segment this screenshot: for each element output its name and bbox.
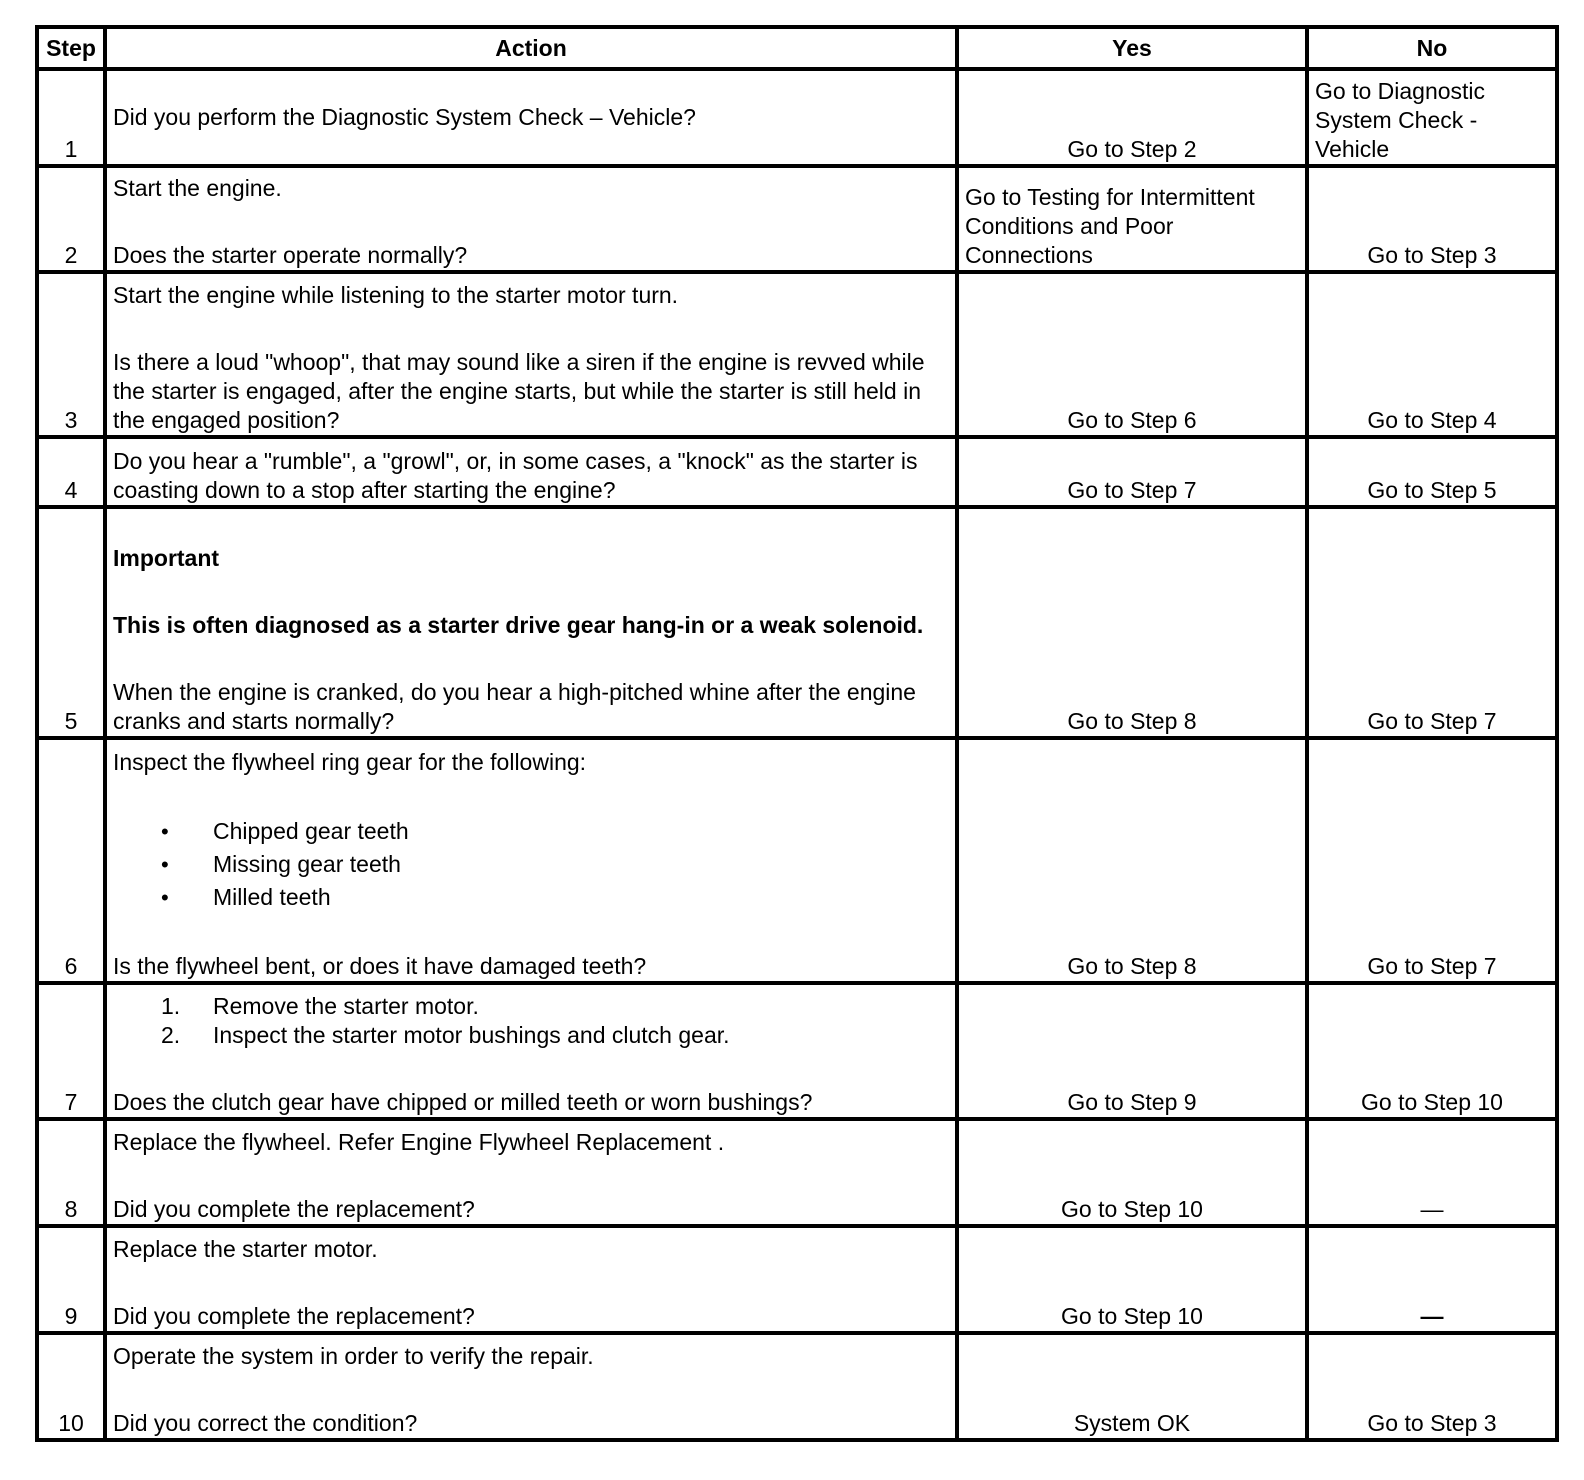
action-question: Did you correct the condition? <box>113 1410 418 1436</box>
list-text: Inspect the starter motor bushings and clutch gear. <box>213 1022 730 1048</box>
action-text: Did you perform the Diagnostic System Check – Vehicle? <box>113 104 696 130</box>
header-row <box>37 27 1557 69</box>
header-yes: Yes <box>957 27 1307 69</box>
yes-cell: Go to Step 2 <box>957 69 1307 166</box>
action-question: Does the clutch gear have chipped or milled teeth or worn bushings? <box>113 1089 813 1115</box>
list-item: • Milled teeth <box>113 881 949 914</box>
table-row <box>37 166 1557 272</box>
table-row <box>37 437 1557 507</box>
step-number: 8 <box>37 1119 105 1226</box>
table-row <box>37 507 1557 738</box>
no-cell: Go to Step 5 <box>1307 437 1557 507</box>
important-note: This is often diagnosed as a starter drive gear hang-in or a weak solenoid. <box>113 612 924 638</box>
no-cell: Go to Step 4 <box>1307 272 1557 437</box>
header-action: Action <box>105 27 957 69</box>
step-number: 7 <box>37 983 105 1119</box>
list-item <box>113 992 949 1021</box>
step-number: 3 <box>37 272 105 437</box>
no-cell: Go to Step 7 <box>1307 507 1557 738</box>
yes-cell: Go to Step 7 <box>957 437 1307 507</box>
no-cell: Go to Step 3 <box>1307 1333 1557 1440</box>
table-row <box>37 272 1557 437</box>
action-cell <box>105 69 957 166</box>
action-cell <box>105 507 957 738</box>
table-row <box>37 1119 1557 1226</box>
action-cell <box>105 1333 957 1440</box>
action-text: Start the engine while listening to the starter motor turn. <box>113 282 679 308</box>
list-number: 1. <box>161 993 181 1019</box>
list-item: • Chipped gear teeth <box>113 815 949 848</box>
step-number: 1 <box>37 69 105 166</box>
action-cell <box>105 1226 957 1333</box>
no-cell: Go to Step 7 <box>1307 738 1557 983</box>
yes-cell: Go to Step 10 <box>957 1119 1307 1226</box>
table-row <box>37 1333 1557 1440</box>
no-cell: — <box>1307 1226 1557 1333</box>
no-cell: Go to Diagnostic System Check - Vehicle <box>1307 69 1557 166</box>
step-number: 9 <box>37 1226 105 1333</box>
yes-cell: Go to Step 10 <box>957 1226 1307 1333</box>
action-question: Is the flywheel bent, or does it have damaged teeth? <box>113 953 647 979</box>
action-question: Does the starter operate normally? <box>113 242 468 268</box>
header-step: Step <box>37 27 105 69</box>
yes-cell: Go to Testing for Intermittent Conditions and Poor Connections <box>957 166 1307 272</box>
action-question: Is there a loud "whoop", that may sound like a siren if the engine is revved while the starter is engaged, after the engine starts, but while the starter is still held in the engaged position? <box>113 349 925 433</box>
no-cell: Go to Step 10 <box>1307 983 1557 1119</box>
action-text: Inspect the flywheel ring gear for the following: <box>113 749 587 775</box>
action-question: Did you complete the replacement? <box>113 1303 475 1329</box>
action-cell <box>105 983 957 1119</box>
bullet-list <box>113 815 949 914</box>
yes-cell: Go to Step 8 <box>957 738 1307 983</box>
header-no: No <box>1307 27 1557 69</box>
list-item: • Missing gear teeth <box>113 848 949 881</box>
action-text: Operate the system in order to verify the repair. <box>113 1343 594 1369</box>
important-label: Important <box>113 545 220 571</box>
yes-cell: Go to Step 9 <box>957 983 1307 1119</box>
table-row <box>37 1226 1557 1333</box>
step-number: 2 <box>37 166 105 272</box>
action-cell <box>105 272 957 437</box>
action-question: When the engine is cranked, do you hear a high-pitched whine after the engine cranks and starts normally? <box>113 679 916 734</box>
step-number: 6 <box>37 738 105 983</box>
no-cell: — <box>1307 1119 1557 1226</box>
action-question: Did you complete the replacement? <box>113 1196 475 1222</box>
list-text: Remove the starter motor. <box>213 993 479 1019</box>
step-number: 10 <box>37 1333 105 1440</box>
action-cell <box>105 1119 957 1226</box>
yes-cell: Go to Step 6 <box>957 272 1307 437</box>
yes-cell: Go to Step 8 <box>957 507 1307 738</box>
list-item <box>113 1021 949 1050</box>
action-cell <box>105 166 957 272</box>
action-question: Do you hear a "rumble", a "growl", or, in some cases, a "knock" as the starter is coasting down to a stop after starting the engine? <box>113 448 918 503</box>
action-cell <box>105 738 957 983</box>
action-text: Replace the starter motor. <box>113 1236 378 1262</box>
numbered-list <box>113 992 949 1050</box>
yes-cell: System OK <box>957 1333 1307 1440</box>
action-text: Replace the flywheel. Refer Engine Flywheel Replacement . <box>113 1129 725 1155</box>
step-number: 4 <box>37 437 105 507</box>
no-cell: Go to Step 3 <box>1307 166 1557 272</box>
diagnostic-table <box>35 25 1559 1442</box>
table-row <box>37 983 1557 1119</box>
table-row <box>37 738 1557 983</box>
step-number: 5 <box>37 507 105 738</box>
action-cell <box>105 437 957 507</box>
table-row <box>37 69 1557 166</box>
list-number: 2. <box>161 1022 181 1048</box>
action-text: Start the engine. <box>113 175 282 201</box>
